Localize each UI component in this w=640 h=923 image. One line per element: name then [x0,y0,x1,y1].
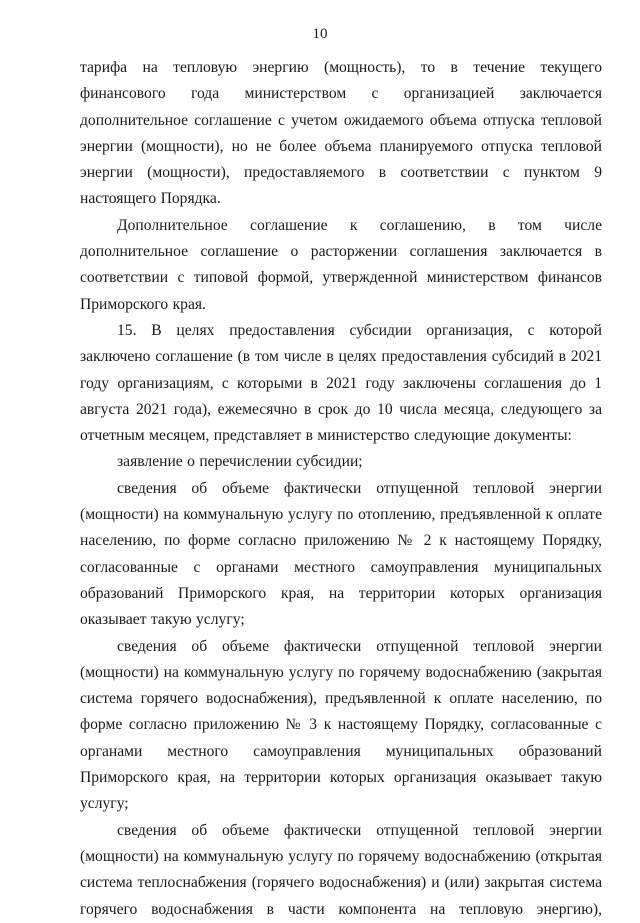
paragraph-subsidy-application: заявление о перечислении субсидии; [117,453,363,471]
paragraph-clause-15: 15. В целях предоставления субсидии организация, с которой заключено соглашение (в том числе в целях предоставления субсидий в 2021 году организациям, с которыми в 2021 году заключены соглашения до 1 августа 2021 года), ежемесячно в срок до 10 числа месяца, следующего за отчетным месяцем, представляет в министерство следующие документы: [80,321,602,445]
paragraph-additional-agreement: Дополнительное соглашение к соглашению, в том числе дополнительное соглашение о расторжении соглашения заключается в соответствии с типовой формой, утвержденной министерством финансов Приморского края. [80,216,602,313]
paragraph-closed-hot-water-data: сведения об объеме фактически отпущенной тепловой энергии (мощности) на коммунальную услугу по горячему водоснабжению (закрытая система горячего водоснабжения), предъявленной к оплате населению, по форме согласно приложению № 3 к настоящему Порядку, согласованные с органами местного самоуправления муниципальных образований Приморского края, на территории которых организация оказывает такую услугу; [80,637,602,813]
paragraph-heating-data: сведения об объеме фактически отпущенной тепловой энергии (мощности) на коммунальную услугу по отоплению, предъявленной к оплате населению, по форме согласно приложению № 2 к настоящему Порядку, согласованные с органами местного самоуправления муниципальных образований Приморского края, на территории которых организация оказывает такую услугу; [80,479,602,629]
paragraph-open-hot-water-data: сведения об объеме фактически отпущенной тепловой энергии (мощности) на коммунальную услугу по горячему водоснабжению (открытая система теплоснабжения (горячего водоснабжения) и (или) закрытая система горячего водоснабжения в части компонента на тепловую энергию), [80,821,602,918]
page-number: 10 [312,26,328,42]
paragraph-continuation: тарифа на тепловую энергию (мощность), то в течение текущего финансового года министерством с организацией заключается дополнительное соглашение с учетом ожидаемого объема отпуска тепловой энергии (мощности), но не более объема планируемого отпуска тепловой энергии (мощности), предоставляемого в соответствии с пунктом 9 настоящего Порядка. [80,59,602,208]
document-body [80,55,602,923]
